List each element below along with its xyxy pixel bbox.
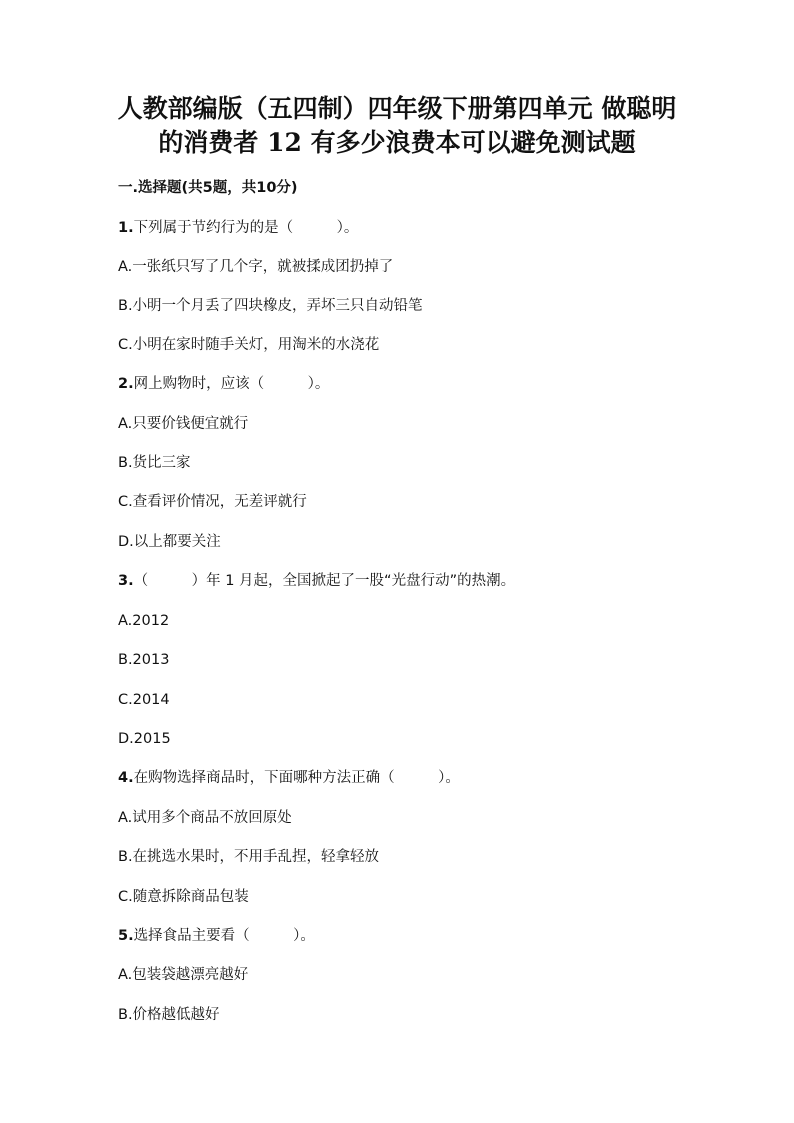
section-heading: 一.选择题(共5题，共10分) (118, 180, 298, 196)
question-4-number: 4. (118, 770, 134, 786)
question-2-option-d: D.以上都要关注 (118, 534, 221, 550)
question-3-option-b: B.2013 (118, 652, 170, 668)
page-title (100, 92, 694, 160)
question-1-option-c: C.小明在家时随手关灯，用淘米的水浇花 (118, 337, 380, 353)
question-5-text: 选择食品主要看（ ）。 (133, 928, 315, 944)
question-3-option-d: D.2015 (118, 731, 171, 747)
question-1-option-b: B.小明一个月丢了四块橡皮，弄坏三只自动铅笔 (118, 298, 423, 314)
question-2-text: 网上购物时，应该（ ）。 (133, 376, 330, 392)
question-3-text: （ ）年 1 月起，全国掀起了一股“光盘行动”的热潮。 (133, 573, 516, 589)
question-3-option-c: C.2014 (118, 692, 170, 708)
page-title-line-1: 人教部编版（五四制）四年级下册第四单元 做聪明 (117, 94, 677, 123)
question-5-option-b: B.价格越低越好 (118, 1007, 220, 1023)
question-2-option-a: A.只要价钱便宜就行 (118, 416, 249, 432)
question-2-option-b: B.货比三家 (118, 455, 191, 471)
question-2-option-c: C.查看评价情况，无差评就行 (118, 494, 307, 510)
question-1-option-a: A.一张纸只写了几个字，就被揉成团扔掉了 (118, 259, 394, 275)
question-2-stem (118, 374, 329, 394)
question-4-stem (118, 768, 460, 788)
question-3-option-a: A.2012 (118, 613, 170, 629)
question-1-stem (118, 218, 358, 238)
question-3-stem (118, 571, 515, 591)
question-1-text: 下列属于节约行为的是（ ）。 (133, 220, 359, 236)
question-4-option-c: C.随意拆除商品包装 (118, 889, 249, 905)
question-2-number: 2. (118, 376, 134, 392)
question-3-number: 3. (118, 573, 134, 589)
question-5-option-a: A.包装袋越漂亮越好 (118, 967, 249, 983)
question-4-option-b: B.在挑选水果时，不用手乱捏，轻拿轻放 (118, 849, 380, 865)
question-5-stem (118, 926, 315, 946)
page-title-line-2: 的消费者 12 有多少浪费本可以避免测试题 (158, 128, 636, 157)
question-4-text: 在购物选择商品时，下面哪种方法正确（ ）。 (133, 770, 460, 786)
question-1-number: 1. (118, 220, 134, 236)
question-4-option-a: A.试用多个商品不放回原处 (118, 810, 292, 826)
question-5-number: 5. (118, 928, 134, 944)
